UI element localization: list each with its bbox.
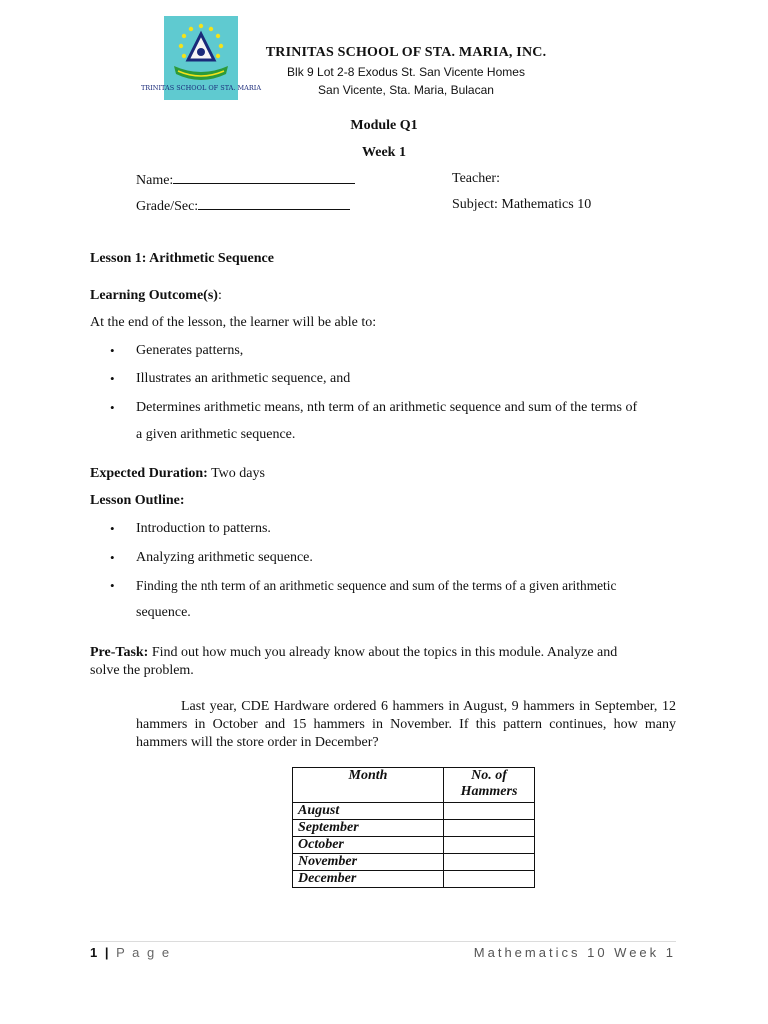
outcomes-intro: At the end of the lesson, the learner will be able to: [90, 315, 377, 330]
learning-outcomes-heading [90, 288, 222, 304]
outcome-item: Determines arithmetic means, nth term of an arithmetic sequence and sum of the terms of [136, 400, 638, 415]
outline-item-continued: sequence. [136, 605, 191, 620]
school-name: TRINITAS SCHOOL OF STA. MARIA, INC. [265, 45, 547, 60]
outline-item: Analyzing arithmetic sequence. [136, 550, 313, 565]
hammers-cell [444, 820, 535, 837]
outline-item: Introduction to patterns. [136, 521, 271, 536]
month-cell: October [293, 837, 444, 854]
footer-page [90, 945, 171, 960]
duration-label: Expected Duration: [90, 466, 208, 481]
pretask-line2: solve the problem. [90, 663, 194, 678]
bullet-icon: • [110, 343, 115, 358]
month-cell: August [293, 803, 444, 820]
duration-value: Two days [207, 466, 265, 481]
table-row [293, 837, 535, 854]
page-number: 1 [90, 945, 100, 960]
problem-text: Last year, CDE Hardware ordered 6 hammers in August, 9 hammers in September, 12 hammers in October and 15 hammers in November. If this pattern continues, how many hammers will the store order in December? [136, 699, 676, 750]
bullet-icon: • [110, 578, 115, 593]
table-row [293, 871, 535, 888]
table-row [293, 854, 535, 871]
footer-divider [90, 941, 676, 942]
grade-field [136, 197, 350, 215]
hammers-header: No. of Hammers [444, 768, 535, 803]
page-separator: | [99, 945, 117, 960]
grade-blank [198, 197, 350, 210]
hammers-cell [444, 803, 535, 820]
subject-label: Subject: Mathematics 10 [452, 197, 592, 212]
footer-title: Mathematics 10 Week 1 [473, 945, 676, 960]
hammers-cell [444, 837, 535, 854]
learning-outcomes-colon: : [217, 288, 222, 303]
table-header-row [293, 768, 535, 803]
outcome-item: Generates patterns, [136, 343, 244, 358]
month-cell: December [293, 871, 444, 888]
module-title: Module Q1 [350, 118, 418, 133]
bullet-icon: • [110, 550, 115, 565]
hammers-table [292, 767, 535, 888]
pretask-text: Find out how much you already know about the topics in this module. Analyze and [148, 645, 618, 660]
hammers-cell [444, 854, 535, 871]
table-row [293, 803, 535, 820]
school-logo [140, 16, 262, 100]
bullet-icon: • [110, 521, 115, 536]
outcome-item: Illustrates an arithmetic sequence, and [136, 371, 351, 386]
lesson-outline-heading: Lesson Outline: [90, 493, 185, 508]
pretask-label: Pre-Task: [90, 645, 149, 660]
name-field [136, 171, 355, 189]
outline-item: Finding the nth term of an arithmetic sequence and sum of the terms of a given arithmetic [136, 578, 617, 593]
lesson-title: Lesson 1: Arithmetic Sequence [90, 251, 274, 266]
pretask-line1 [90, 645, 617, 661]
bullet-icon: • [110, 371, 115, 386]
bullet-icon: • [110, 400, 115, 415]
teacher-label: Teacher: [452, 171, 500, 186]
school-address-line1: Blk 9 Lot 2-8 Exodus St. San Vicente Homes [287, 65, 525, 79]
name-label: Name: [136, 173, 174, 188]
month-header: Month [293, 768, 444, 803]
outcome-item-continued: a given arithmetic sequence. [136, 427, 296, 442]
learning-outcomes-label: Learning Outcome(s) [90, 288, 218, 303]
month-cell: November [293, 854, 444, 871]
svg-text:TRINITAS SCHOOL OF STA. MARIA: TRINITAS SCHOOL OF STA. MARIA [140, 84, 262, 92]
grade-label: Grade/Sec: [136, 199, 199, 214]
month-cell: September [293, 820, 444, 837]
page-label: P a g e [116, 945, 172, 960]
table-row [293, 820, 535, 837]
hammers-cell [444, 871, 535, 888]
school-address-line2: San Vicente, Sta. Maria, Bulacan [318, 83, 494, 97]
expected-duration [90, 466, 265, 482]
week-title: Week 1 [362, 145, 406, 160]
name-blank [173, 171, 355, 184]
